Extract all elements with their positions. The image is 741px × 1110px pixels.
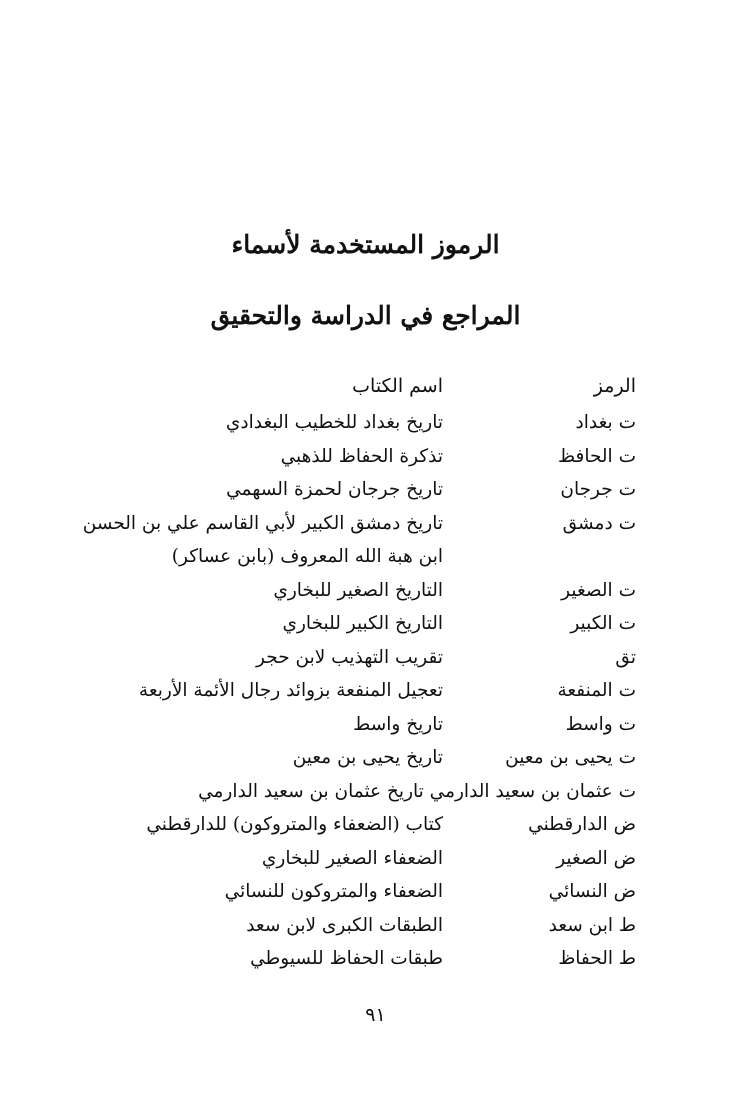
abbreviation-code: تق	[615, 646, 636, 668]
book-title: ابن هبة الله المعروف (بابن عساكر)	[171, 546, 443, 567]
book-title: طبقات الحفاظ للسيوطي	[250, 948, 443, 969]
list-item	[0, 510, 741, 544]
abbreviation-code: ض الدارقطني	[528, 814, 636, 835]
book-title: تاريخ يحيى بن معين	[292, 747, 443, 768]
book-title: الضعفاء الصغير للبخاري	[261, 847, 443, 869]
list-item-continuation	[0, 543, 741, 577]
abbreviation-code: ض الصغير	[556, 847, 636, 869]
list-item	[0, 744, 741, 778]
abbreviation-code: ط ابن سعد	[548, 914, 636, 936]
book-title: تاريخ بغداد للخطيب البغدادي	[225, 412, 443, 433]
book-title: التاريخ الصغير للبخاري	[273, 579, 443, 601]
book-title: كتاب (الضعفاء والمتروكون) للدارقطني	[146, 814, 443, 835]
abbreviation-code: ت واسط	[565, 713, 636, 735]
list-item	[0, 409, 741, 443]
list-item	[0, 644, 741, 678]
abbreviation-code: ت الصغير	[561, 579, 636, 601]
page-title: الرموز المستخدمة لأسماء	[231, 230, 500, 259]
list-item	[0, 610, 741, 644]
list-item	[0, 945, 741, 979]
column-header-code: الرمز	[593, 375, 636, 397]
list-item	[0, 577, 741, 611]
list-item	[0, 778, 741, 812]
list-item	[0, 476, 741, 510]
abbreviation-code: ت الكبير	[570, 613, 636, 634]
book-title: تاريخ دمشق الكبير لأبي القاسم علي بن الحسن	[82, 512, 443, 534]
abbreviation-code: ت المنفعة	[557, 680, 636, 701]
book-title: تذكرة الحفاظ للذهبي	[280, 445, 443, 467]
book-title: تاريخ جرجان لحمزة السهمي	[226, 479, 443, 500]
list-item	[0, 711, 741, 745]
abbreviation-code: ت جرجان	[560, 479, 636, 500]
abbreviation-code: ط الحفاظ	[558, 948, 636, 969]
list-item	[0, 912, 741, 946]
list-item	[0, 677, 741, 711]
book-title: التاريخ الكبير للبخاري	[282, 613, 443, 634]
abbreviation-code: ت الحافظ	[557, 445, 636, 467]
abbreviation-code: ت يحيى بن معين	[505, 747, 636, 768]
abbreviation-code: ت دمشق	[562, 512, 636, 534]
column-header-book: اسم الكتاب	[352, 375, 443, 397]
page-subtitle: المراجع في الدراسة والتحقيق	[210, 301, 521, 330]
abbreviation-code: ض النسائي	[548, 881, 636, 902]
list-item	[0, 811, 741, 845]
list-item	[0, 878, 741, 912]
list-item	[0, 443, 741, 477]
book-title: الطبقات الكبرى لابن سعد	[246, 914, 443, 936]
book-title: تاريخ واسط	[353, 713, 443, 735]
abbreviation-list	[0, 409, 741, 979]
book-title: تعجيل المنفعة بزوائد رجال الأئمة الأربعة	[138, 680, 443, 701]
abbreviation-line: ت عثمان بن سعيد الدارمي تاريخ عثمان بن سعيد الدارمي	[198, 780, 636, 802]
abbreviation-code: ت بغداد	[575, 412, 636, 433]
book-title: الضعفاء والمتروكون للنسائي	[224, 881, 443, 902]
book-title: تقريب التهذيب لابن حجر	[256, 646, 443, 668]
list-item	[0, 845, 741, 879]
page-number: ٩١	[365, 1004, 386, 1026]
